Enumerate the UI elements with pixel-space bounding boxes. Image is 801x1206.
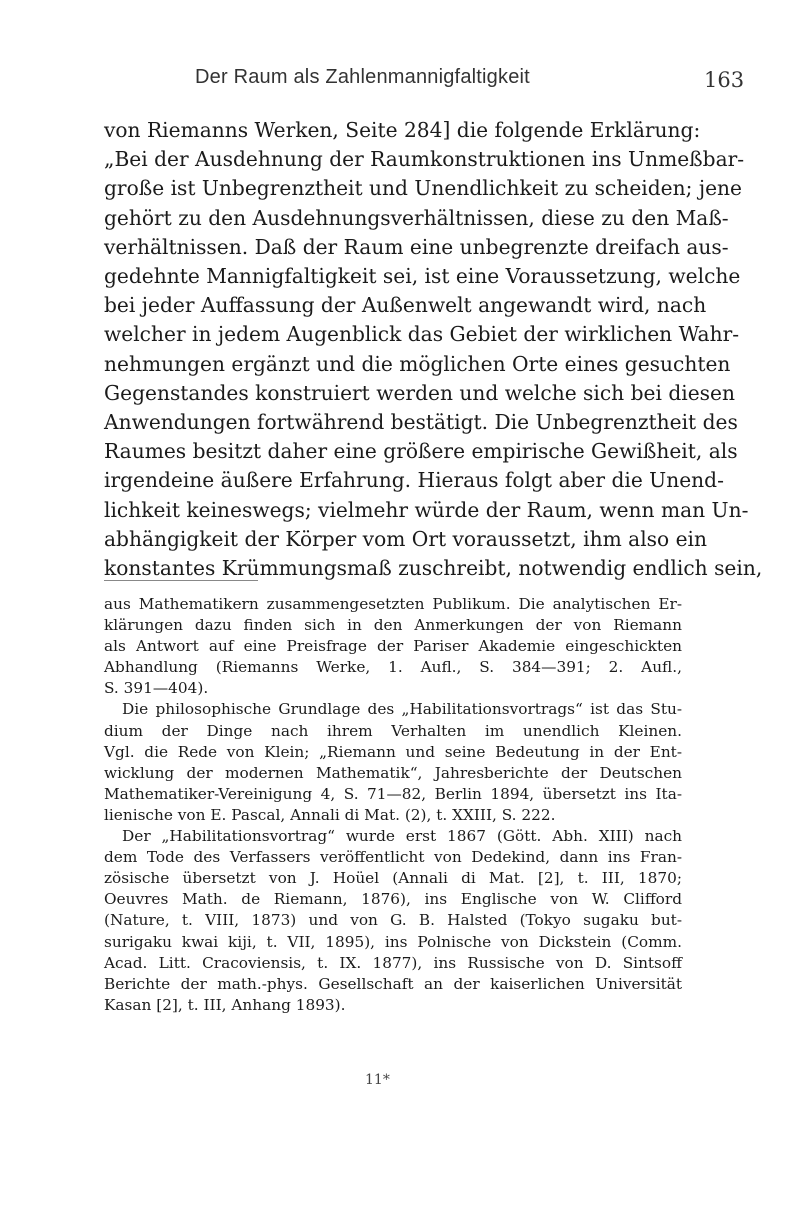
main-text-line: „Bei der Ausdehnung der Raumkonstruktionen ins Unmeßbar- (104, 147, 745, 172)
footnote-rule (104, 580, 258, 581)
main-text-line: nehmungen ergänzt und die möglichen Orte eines gesuchten (104, 351, 731, 376)
main-text-line: Anwendungen fortwährend bestätigt. Die Unbegrenztheit des (104, 410, 738, 435)
footnote-block (104, 594, 682, 1016)
footnote-line: Mathematiker-Vereinigung 4, S. 71—82, Berlin 1894, übersetzt ins Ita- (104, 784, 682, 803)
footnote-line: Abhandlung (Riemanns Werke, 1. Aufl., S. 384—391; 2. Aufl., (104, 658, 682, 677)
footnote-line: aus Mathematikern zusammengesetzten Publikum. Die analytischen Er- (104, 595, 682, 613)
footnote-line: zösische übersetzt von J. Hoüel (Annali di Mat. [2], t. III, 1870; (104, 869, 682, 888)
main-text-line: Raumes besitzt daher eine größere empirische Gewißheit, als (104, 439, 738, 464)
main-text-line: gehört zu den Ausdehnungsverhältnissen, diese zu den Maß- (104, 205, 729, 230)
main-text-line: abhängigkeit der Körper vom Ort voraussetzt, ihm also ein (104, 526, 707, 551)
page-number: 163 (704, 68, 745, 92)
main-text-line: von Riemanns Werken, Seite 284] die folgende Erklärung: (104, 118, 701, 142)
footnote-line: Berichte der math.-phys. Gesellschaft an der kaiserlichen Universität (104, 974, 682, 993)
main-text-line: welcher in jedem Augenblick das Gebiet der wirklichen Wahr- (104, 322, 740, 347)
footnote-line: (Nature, t. VIII, 1873) und von G. B. Halsted (Tokyo sugaku but- (104, 911, 682, 930)
footnote-line: Vgl. die Rede von Klein; „Riemann und seine Bedeutung in der Ent- (104, 742, 682, 761)
footnote-line: wicklung der modernen Mathematik“, Jahresberichte der Deutschen (104, 763, 682, 782)
footnote-line: klärungen dazu finden sich in den Anmerkungen der von Riemann (104, 616, 682, 635)
main-text-line: Gegenstandes konstruiert werden und welche sich bei diesen (104, 380, 735, 405)
main-text-line: verhältnissen. Daß der Raum eine unbegrenzte dreifach aus- (104, 234, 729, 259)
running-head: Der Raum als Zahlenmannigfaltigkeit (195, 66, 530, 88)
main-text-line: konstantes Krümmungsmaß zuschreibt, notwendig endlich sein, (104, 556, 763, 581)
footnote-line: surigaku kwai kiji, t. VII, 1895), ins Polnische von Dickstein (Comm. (104, 932, 682, 951)
main-text-block (104, 116, 763, 583)
footnote-line: Kasan [2], t. III, Anhang 1893). (104, 995, 346, 1014)
main-text-line: gedehnte Mannigfaltigkeit sei, ist eine Voraussetzung, welche (104, 264, 741, 289)
footnote-line: Der „Habilitationsvortrag“ wurde erst 1867 (Gött. Abh. XIII) nach (122, 827, 682, 846)
signature-mark: 11* (365, 1072, 390, 1088)
main-text-line: bei jeder Auffassung der Außenwelt angewandt wird, nach (104, 293, 707, 318)
main-text-line: irgendeine äußere Erfahrung. Hieraus folgt aber die Unend- (104, 468, 724, 493)
main-text-line: lichkeit keineswegs; vielmehr würde der Raum, wenn man Un- (104, 497, 749, 522)
footnote-line: dem Tode des Verfassers veröffentlicht von Dedekind, dann ins Fran- (104, 848, 682, 867)
footnote-line: S. 391—404). (104, 679, 209, 698)
footnote-line: lienische von E. Pascal, Annali di Mat. (2), t. XXIII, S. 222. (104, 805, 556, 824)
footnote-line: dium der Dinge nach ihrem Verhalten im unendlich Kleinen. (104, 721, 682, 740)
footnote-line: Die philosophische Grundlage des „Habilitationsvortrags“ ist das Stu- (122, 700, 682, 719)
footnote-line: als Antwort auf eine Preisfrage der Pariser Akademie eingeschickten (104, 637, 682, 656)
main-text-line: große ist Unbegrenztheit und Unendlichkeit zu scheiden; jene (104, 176, 742, 201)
page-header (0, 66, 801, 100)
footnote-line: Oeuvres Math. de Riemann, 1876), ins Englische von W. Clifford (104, 890, 682, 909)
footnote-line: Acad. Litt. Cracoviensis, t. IX. 1877), ins Russische von D. Sintsoff (104, 953, 682, 972)
